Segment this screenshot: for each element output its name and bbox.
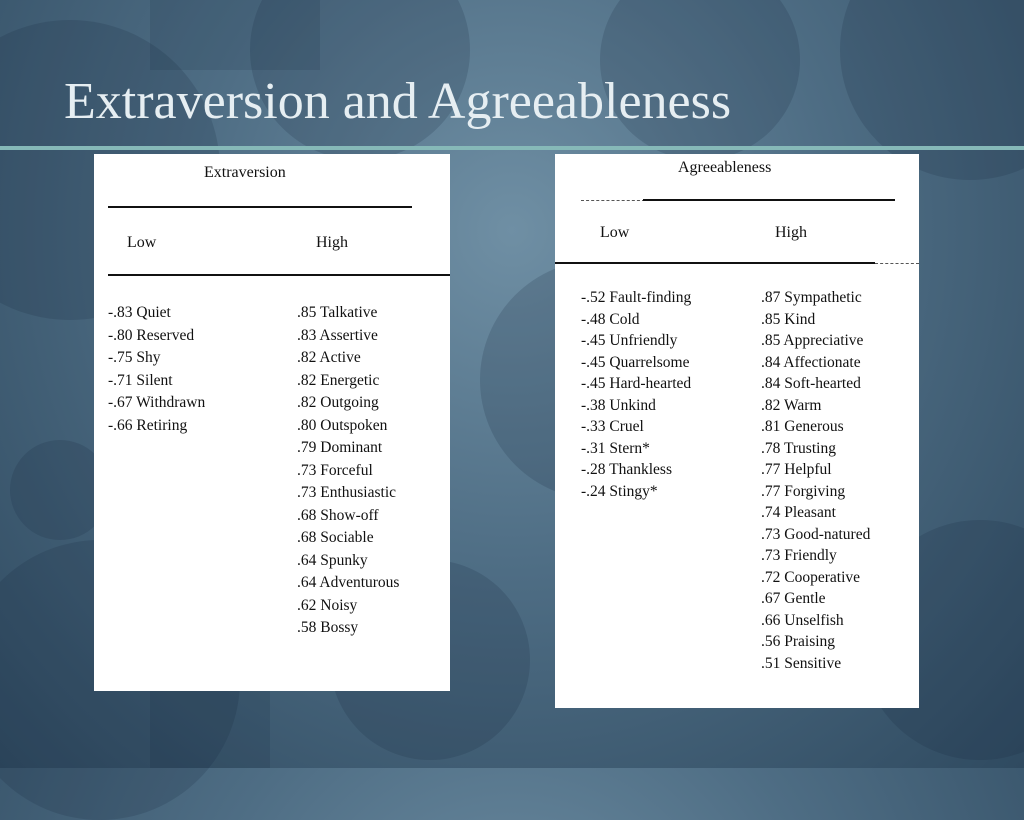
list-item: -.52 Fault-finding — [581, 289, 692, 306]
list-item: .72 Cooperative — [761, 568, 861, 586]
list-item: .82 Outgoing — [297, 394, 379, 411]
header-rule-dashed — [581, 200, 645, 201]
list-item: -.38 Unkind — [581, 396, 656, 414]
list-item: -.80 Reserved — [108, 326, 195, 344]
list-item: .62 Noisy — [297, 596, 358, 614]
list-item: .64 Adventurous — [297, 574, 400, 591]
list-item: .58 Bossy — [297, 619, 359, 636]
list-item: .78 Trusting — [761, 439, 836, 457]
extraversion-high-list — [297, 302, 399, 640]
list-item: .82 Energetic — [297, 371, 380, 389]
list-item: .82 Warm — [761, 396, 822, 414]
list-item: .68 Show-off — [297, 506, 379, 524]
list-item: .79 Dominant — [297, 439, 383, 456]
bg-circle — [840, 0, 1024, 180]
low-label: Low — [600, 224, 630, 241]
list-item: -.66 Retiring — [108, 416, 188, 434]
high-label: High — [316, 234, 348, 251]
subheader-rule-dashed — [875, 263, 919, 264]
list-item: -.83 Quiet — [108, 304, 171, 321]
list-item: .77 Helpful — [761, 461, 832, 478]
extraversion-table — [94, 154, 450, 691]
high-label: High — [775, 224, 807, 241]
subheader-rule — [108, 274, 450, 276]
list-item: -.71 Silent — [108, 371, 173, 389]
subheader-rule — [555, 262, 875, 264]
list-item: -.33 Cruel — [581, 418, 644, 435]
list-item: .84 Affectionate — [761, 353, 861, 371]
slide-title: Extraversion and Agreeableness — [64, 73, 732, 130]
list-item: .51 Sensitive — [761, 654, 842, 672]
list-item: .74 Pleasant — [761, 504, 836, 521]
list-item: .68 Sociable — [297, 529, 374, 546]
list-item: .73 Friendly — [761, 547, 837, 564]
list-item: -.31 Stern* — [581, 439, 650, 457]
header-rule — [643, 199, 895, 201]
extraversion-heading: Extraversion — [204, 164, 286, 181]
list-item: -.48 Cold — [581, 310, 640, 328]
list-item: -.75 Shy — [108, 349, 161, 366]
list-item: .64 Spunky — [297, 551, 368, 569]
agreeableness-heading: Agreeableness — [678, 159, 772, 176]
agreeableness-low-list — [581, 287, 691, 502]
list-item: -.24 Stingy* — [581, 482, 658, 500]
list-item: .84 Soft-hearted — [761, 375, 861, 392]
list-item: .77 Forgiving — [761, 482, 846, 500]
list-item: .82 Active — [297, 349, 361, 366]
list-item: .85 Kind — [761, 310, 816, 328]
title-underline — [0, 146, 1024, 150]
bg-rect — [150, 0, 320, 70]
list-item: -.45 Quarrelsome — [581, 353, 690, 371]
extraversion-low-list — [108, 302, 205, 437]
list-item: -.67 Withdrawn — [108, 394, 206, 411]
list-item: .56 Praising — [761, 633, 836, 650]
list-item: .73 Good-natured — [761, 525, 871, 543]
list-item: -.45 Hard-hearted — [581, 375, 692, 392]
header-rule — [108, 206, 412, 208]
low-label: Low — [127, 234, 157, 251]
list-item: .85 Talkative — [297, 304, 378, 321]
agreeableness-table — [555, 154, 919, 708]
list-item: .67 Gentle — [761, 590, 826, 607]
list-item: -.28 Thankless — [581, 461, 672, 478]
list-item: .81 Generous — [761, 418, 844, 435]
list-item: .83 Assertive — [297, 326, 378, 344]
list-item: .73 Enthusiastic — [297, 484, 397, 501]
agreeableness-high-list — [761, 287, 870, 674]
list-item: .85 Appreciative — [761, 332, 864, 349]
list-item: .87 Sympathetic — [761, 289, 862, 306]
list-item: -.45 Unfriendly — [581, 332, 678, 349]
list-item: .66 Unselfish — [761, 611, 844, 629]
list-item: .80 Outspoken — [297, 416, 388, 434]
list-item: .73 Forceful — [297, 461, 373, 479]
